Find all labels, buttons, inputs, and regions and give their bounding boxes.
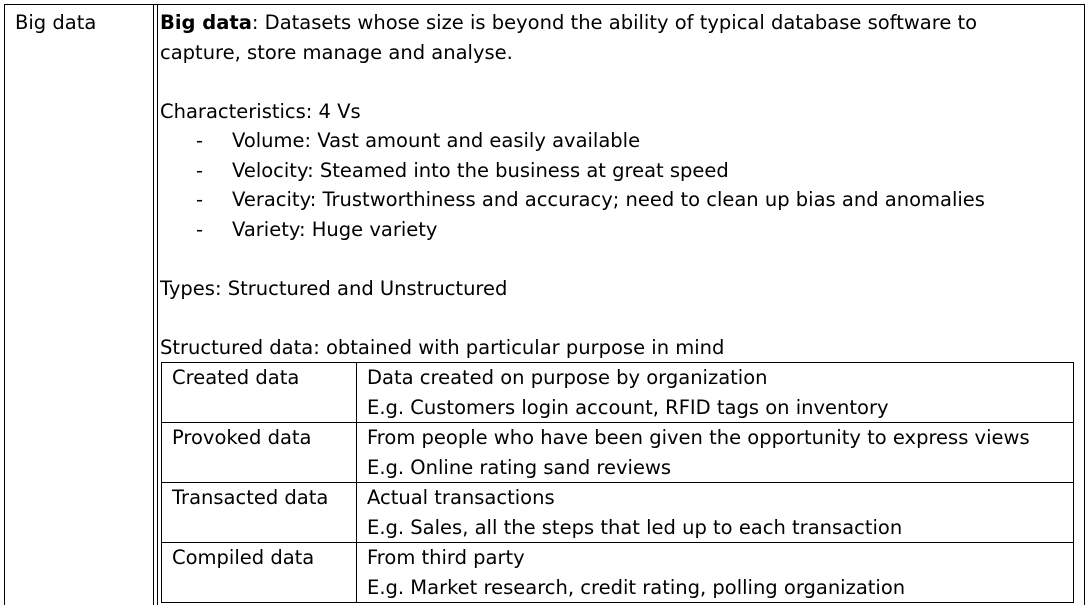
table-row [162, 363, 1074, 423]
row-description: From people who have been given the opportunity to express views [367, 426, 1030, 449]
list-item-text: Velocity: Steamed into the business at great speed [232, 158, 729, 182]
row-description: Actual transactions [367, 486, 555, 509]
row-description: Data created on purpose by organization [367, 366, 768, 389]
row-example: E.g. Sales, all the steps that led up to each transaction [367, 515, 903, 539]
row-example: E.g. Online rating sand reviews [367, 455, 672, 479]
structured-data-table [161, 362, 1074, 603]
table-row [162, 543, 1074, 603]
data-type-name: Provoked data [162, 423, 357, 483]
data-type-desc [357, 363, 1074, 423]
bullet-dash: - [196, 158, 204, 182]
table-row [162, 423, 1074, 483]
list-item-text: Volume: Vast amount and easily available [232, 129, 641, 152]
row-example: E.g. Market research, credit rating, polling organization [367, 575, 906, 599]
definition-line [160, 8, 1080, 38]
notes-table [4, 4, 1085, 605]
column-divider [153, 5, 154, 605]
row-example: E.g. Customers login account, RFID tags on inventory [367, 395, 889, 419]
bullet-dash: - [196, 188, 204, 211]
bullet-dash: - [196, 217, 204, 241]
characteristics-heading: Characteristics: 4 Vs [160, 99, 361, 123]
types-line: Types: Structured and Unstructured [160, 276, 508, 300]
list-item-text: Veracity: Trustworthiness and accuracy; need to clean up bias and anomalies [232, 188, 985, 211]
table-row [162, 483, 1074, 543]
data-type-desc [357, 543, 1074, 603]
list-item [160, 185, 1080, 215]
data-type-name: Compiled data [162, 543, 357, 603]
data-type-name: Created data [162, 363, 357, 423]
bullet-dash: - [196, 129, 204, 152]
term-cell: Big data [15, 11, 97, 34]
list-item [160, 215, 1080, 245]
data-type-desc [357, 423, 1074, 483]
row-description: From third party [367, 546, 525, 569]
data-type-desc [357, 483, 1074, 543]
data-type-name: Transacted data [162, 483, 357, 543]
definition-cell [160, 8, 1080, 603]
list-item-text: Variety: Huge variety [232, 217, 438, 241]
definition-label: Big data [160, 11, 252, 34]
structured-heading: Structured data: obtained with particular purpose in mind [160, 335, 725, 359]
list-item [160, 126, 1080, 156]
definition-text: : Datasets whose size is beyond the ability of typical database software to [251, 11, 978, 34]
definition-line-2: capture, store manage and analyse. [160, 40, 513, 64]
column-divider-inner [157, 5, 158, 605]
list-item [160, 156, 1080, 186]
